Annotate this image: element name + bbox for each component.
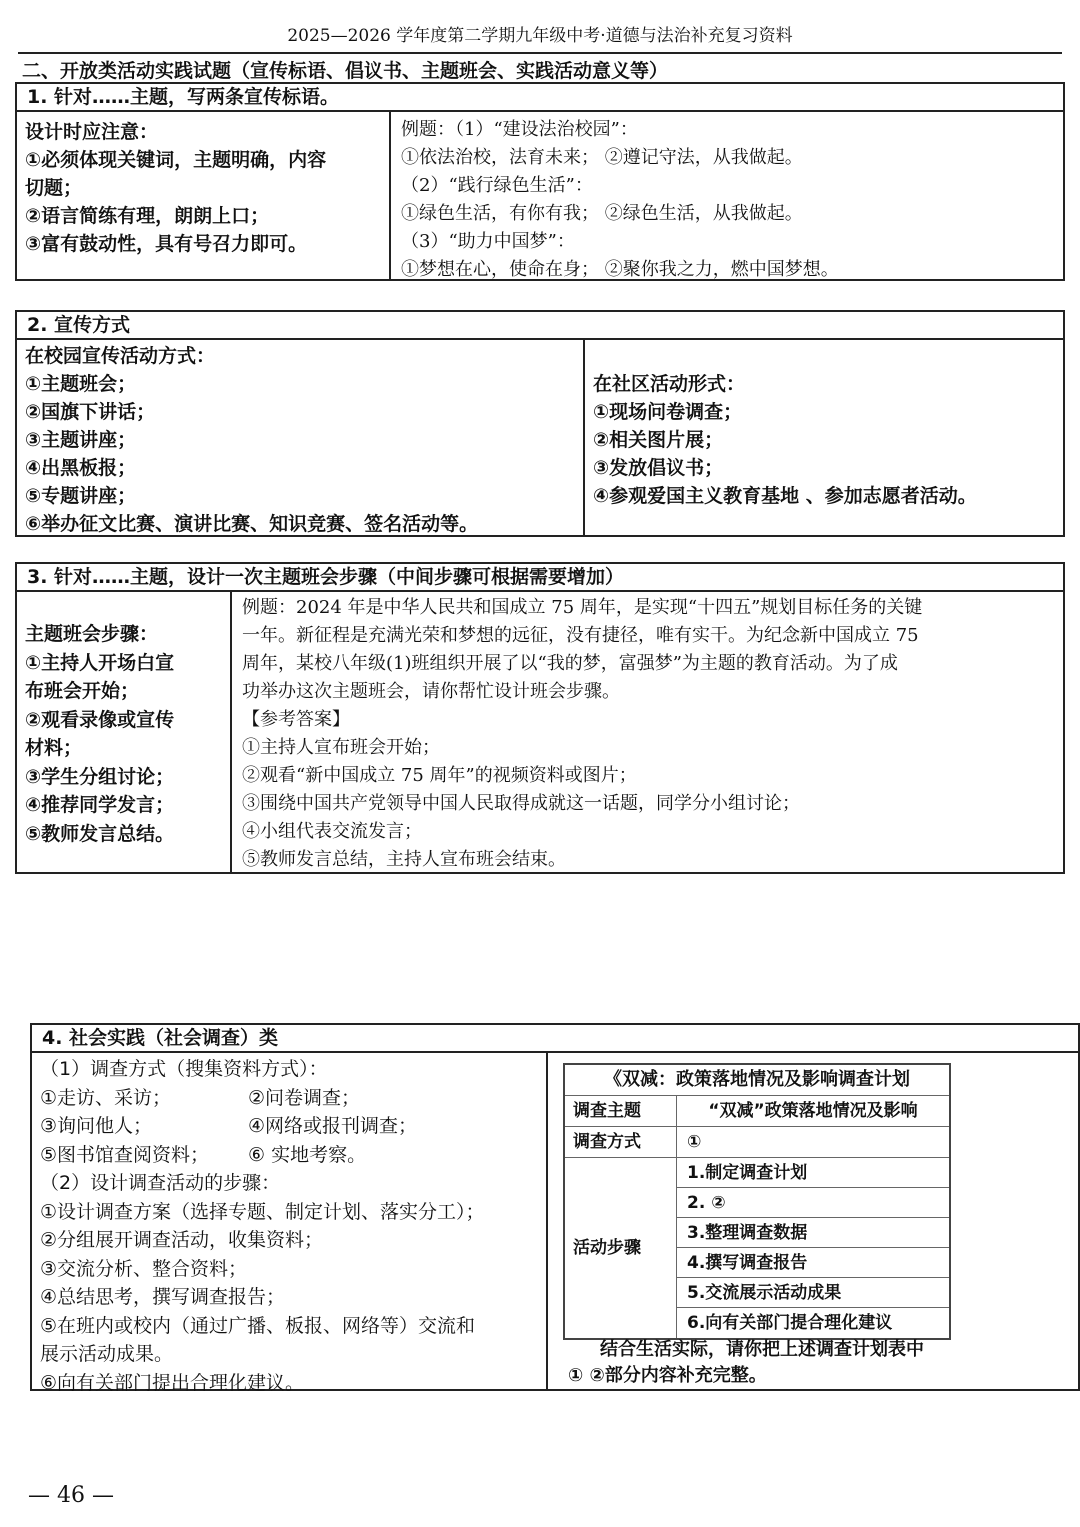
steps-heading: （2）设计调查活动的步骤： [40,1172,281,1194]
example-line: ④小组代表交流发言； [242,821,422,842]
methods-heading: （1）调查方式（搜集资料方式）： [40,1058,328,1080]
list-item: ①现场问卷调查； [593,401,743,423]
method-item: ⑥ 实地考察。 [248,1143,367,1166]
topic-label: 调查主题 [565,1096,677,1126]
list-item: ⑤专题讲座； [25,485,137,507]
list-item: ①主题班会； [25,373,137,395]
exercise-question [568,1337,924,1389]
plan-step: 1.制定调查计划 [677,1158,949,1188]
plan-step: 3.整理调查数据 [677,1218,949,1248]
slogan-section-title: 1. 针对……主题，写两条宣传标语。 [17,84,1063,112]
list-item: 材料； [25,737,83,759]
plan-steps-list [677,1158,949,1338]
example-line: ③围绕中国共产党领导中国人民取得成就这一话题，同学分小组讨论； [242,793,800,814]
social-practice-section [30,1023,1080,1394]
method-blank: ① [687,1132,702,1152]
list-item: 主题班会步骤： [25,623,159,645]
plan-row-topic [565,1096,949,1127]
example-line: ①依法治校，法育未来； ②遵记守法，从我做起。 [401,147,803,168]
plan-step: 4.撰写调查报告 [677,1248,949,1278]
list-item: ②相关图片展； [593,429,724,451]
slogan-section [15,82,1065,281]
step-item: ①设计调查方案（选择专题、制定计划、落实分工）； [40,1200,485,1223]
step-item: ②分组展开调查活动，收集资料； [40,1229,324,1251]
page-header: 2025—2026 学年度第二学期九年级中考·道德与法治补充复习资料 [18,22,1062,54]
survey-plan-exercise [548,1053,1078,1389]
method-item: ①走访、采访； [40,1086,172,1109]
methods-row [40,1084,538,1113]
survey-plan-table [563,1063,951,1340]
example-line: （3）“助力中国梦”： [401,231,575,252]
meeting-steps [17,592,230,872]
list-item: ①主持人开场白宣 [25,651,175,674]
method-item: ④网络或报刊调查； [248,1115,418,1137]
example-line: ①梦想在心，使命在身； ②聚你我之力，燃中国梦想。 [401,259,839,280]
method-label: 调查方式 [565,1127,677,1157]
step-item: ③交流分析、整合资料； [40,1257,248,1280]
example-line: ②观看“新中国成立 75 周年”的视频资料或图片； [242,765,637,786]
example-line: 一年。新征程是充满光荣和梦想的远征，没有捷径，唯有实干。为纪念新中国成立 75 [242,625,919,646]
example-line: （2）“践行绿色生活”： [401,175,593,196]
note-line: ①必须体现关键词，主题明确，内容 [25,149,327,171]
example-line: 例题：（1）“建设法治校园”： [401,119,638,140]
example-line: 功举办这次主题班会，请你帮忙设计班会步骤。 [242,681,620,702]
list-item: 布班会开始； [25,680,140,702]
list-item: ④参观爱国主义教育基地 、参加志愿者活动。 [593,485,977,507]
list-item: ④出黑板报； [25,457,137,479]
method-item: ②问卷调查； [248,1086,361,1109]
plan-step: 5.交流展示活动成果 [677,1278,949,1308]
list-item: ⑤教师发言总结。 [25,822,175,845]
question-line: 结合生活实际，请你把上述调查计划表中 [600,1339,924,1360]
social-practice-section-title: 4. 社会实践（社会调查）类 [32,1025,1078,1053]
list-item: ③主题讲座； [25,429,137,451]
list-item: ②观看录像或宣传 [25,708,175,731]
step-item: ④总结思考，撰写调查报告； [40,1286,286,1308]
method-item: ③询问他人； [40,1115,153,1137]
survey-methods-and-steps [32,1053,546,1394]
example-line: 【参考答案】 [242,709,350,730]
example-line: 周年，某校八年级(1)班组织开展了以“我的梦，富强梦”为主题的教育活动。为了成 [242,653,898,674]
section-title: 二、开放类活动实践试题（宣传标语、倡议书、主题班会、实践活动意义等） [22,60,669,82]
slogan-design-notes [17,112,389,279]
list-item: ④推荐同学发言； [25,794,175,816]
page-number: — 46 — [28,1483,114,1508]
campus-activities [17,340,583,535]
question-line: ① ②部分内容补充完整。 [568,1365,767,1386]
methods-row [40,1141,538,1170]
plan-title: 《双减：政策落地情况及影响调查计划 [565,1065,949,1096]
class-meeting-section [15,562,1065,874]
class-meeting-section-title: 3. 针对……主题，设计一次主题班会步骤（中间步骤可根据需要增加） [17,564,1063,592]
note-line: ②语言简练有理，朗朗上口； [25,205,270,227]
example-line: ⑤教师发言总结，主持人宣布班会结束。 [242,849,566,870]
method-item: ⑤图书馆查阅资料； [40,1143,210,1166]
plan-step: 2. ② [677,1188,949,1218]
community-activities [585,340,1063,535]
plan-step: 6.向有关部门提合理化建议 [687,1313,893,1333]
note-line: 切题； [25,177,83,199]
publicity-section [15,310,1065,537]
plan-row-steps [565,1158,949,1338]
step-item: ⑤在班内或校内（通过广播、板报、网络等）交流和 [40,1314,476,1337]
list-item: ③发放倡议书； [593,457,724,479]
meeting-example [232,592,1063,872]
plan-row-method [565,1127,949,1158]
list-item: ②国旗下讲话； [25,401,156,423]
step-item: ⑥向有关部门提出合理化建议。 [40,1371,305,1394]
note-line: 设计时应注意： [25,121,159,143]
list-item: ⑥举办征文比赛、演讲比赛、知识竞赛、签名活动等。 [25,513,479,535]
topic-value: “双减”政策落地情况及影响 [708,1101,918,1121]
example-line: ①绿色生活，有你有我； ②绿色生活，从我做起。 [401,203,803,224]
example-line: ①主持人宣布班会开始； [242,737,440,758]
example-line: 例题：2024 年是中华人民共和国成立 75 周年，是实现“十四五”规划目标任务的关键 [242,597,923,618]
list-item: 在校园宣传活动方式： [25,345,216,367]
steps-label: 活动步骤 [565,1158,677,1338]
methods-row [40,1112,538,1141]
slogan-examples [391,112,1063,279]
list-item: ③学生分组讨论； [25,765,175,788]
publicity-section-title: 2. 宣传方式 [17,312,1063,340]
step-item: 展示活动成果。 [40,1343,174,1365]
list-item: 在社区活动形式： [593,373,746,395]
note-line: ③富有鼓动性，具有号召力即可。 [25,233,308,255]
